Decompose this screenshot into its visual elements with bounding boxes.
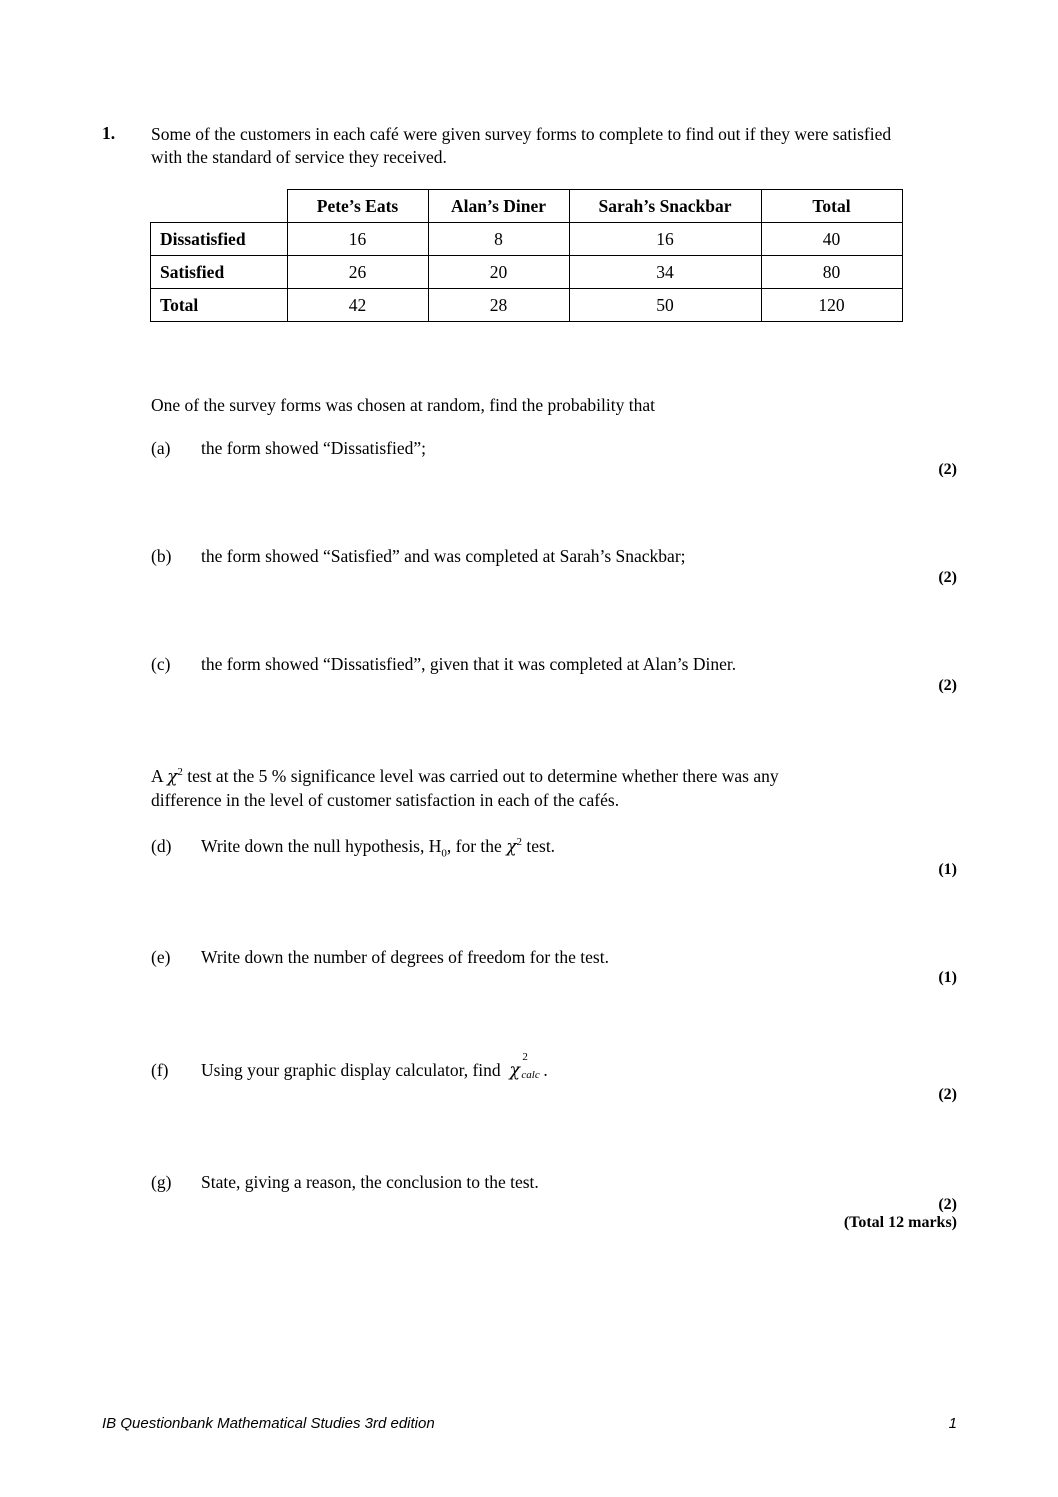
chi-symbol: χ [509, 1061, 520, 1081]
col-header-sarahs-snackbar: Sarah’s Snackbar [569, 190, 761, 223]
part-g-marks: (2) [938, 1196, 957, 1213]
chi-power: 2 [522, 1051, 528, 1063]
total-marks: (Total 12 marks) [843, 1214, 957, 1231]
part-e-text: Write down the number of degrees of freedom for the test. [201, 947, 609, 967]
probability-intro: One of the survey forms was chosen at random, find the probability that [151, 395, 655, 415]
col-header-petes-eats: Pete’s Eats [287, 190, 428, 223]
table-cell: 42 [287, 289, 428, 322]
row-header-dissatisfied: Dissatisfied [151, 223, 288, 256]
row-header-satisfied: Satisfied [151, 256, 288, 289]
part-c-label: (c) [151, 654, 171, 674]
question-intro: Some of the customers in each café were given survey forms to complete to find out if they were satisfied with the standard of service they received. [151, 124, 892, 167]
part-f-text: Using your graphic display calculator, find χ 2 calc . [201, 1051, 548, 1081]
chi-test-paragraph [151, 765, 911, 812]
part-e-marks: (1) [938, 969, 957, 986]
part-d-text-3: test. [522, 836, 556, 856]
part-a-label: (a) [151, 438, 171, 458]
part-d-text-2: , for the [446, 836, 507, 856]
part-d-text [201, 836, 556, 860]
table-header-row [151, 190, 903, 223]
chi-power: 2 [516, 836, 522, 849]
part-c-text: the form showed “Dissatisfied”, given that it was completed at Alan’s Diner. [201, 654, 737, 674]
null-hypothesis-subscript: 0 [441, 847, 447, 860]
chi-symbol: χ [167, 767, 178, 787]
table-cell: 40 [761, 223, 902, 256]
chi-calc-expression [509, 1051, 543, 1081]
part-f-marks: (2) [938, 1086, 957, 1103]
part-e-label: (e) [151, 947, 171, 967]
table-cell: 80 [761, 256, 902, 289]
table-cell: 16 [287, 223, 428, 256]
chi-symbol: χ [506, 837, 517, 857]
page-number: 1 [948, 1415, 957, 1432]
table-cell: 34 [569, 256, 761, 289]
part-g-text: State, giving a reason, the conclusion to the test. [201, 1172, 539, 1192]
part-d-text-1: Write down the null hypothesis, H [201, 836, 442, 856]
part-a-text: the form showed “Dissatisfied”; [201, 438, 427, 458]
footer-source: IB Questionbank Mathematical Studies 3rd edition [102, 1415, 435, 1432]
col-header-alans-diner: Alan’s Diner [428, 190, 569, 223]
table-corner-cell [151, 190, 288, 223]
part-a-marks: (2) [938, 461, 957, 478]
table-cell: 16 [569, 223, 761, 256]
part-g-label: (g) [151, 1172, 172, 1192]
part-f-label: (f) [151, 1060, 169, 1080]
part-b-marks: (2) [938, 569, 957, 586]
part-b-text: the form showed “Satisfied” and was completed at Sarah’s Snackbar; [201, 546, 686, 566]
table-cell: 8 [428, 223, 569, 256]
part-f-text-main: Using your graphic display calculator, find [201, 1060, 501, 1080]
table-cell: 26 [287, 256, 428, 289]
part-d-marks: (1) [938, 861, 957, 878]
chi-test-prefix: A [151, 766, 168, 786]
table-cell: 28 [428, 289, 569, 322]
table-row [151, 223, 903, 256]
table-row [151, 289, 903, 322]
part-c-marks: (2) [938, 677, 957, 694]
table-cell: 50 [569, 289, 761, 322]
part-b-label: (b) [151, 546, 172, 566]
part-d-label: (d) [151, 836, 172, 856]
row-header-total: Total [151, 289, 288, 322]
question-number: 1. [102, 123, 116, 143]
col-header-total: Total [761, 190, 902, 223]
table-row [151, 256, 903, 289]
table-cell: 120 [761, 289, 902, 322]
chi-power: 2 [177, 766, 183, 779]
table-cell: 20 [428, 256, 569, 289]
chi-test-line-1: test at the 5 % significance level was carried out to determine whether there was any [182, 766, 779, 786]
chi-calc-subscript: calc [521, 1069, 540, 1081]
survey-table [150, 189, 903, 322]
chi-test-line-2: difference in the level of customer satisfaction in each of the cafés. [151, 790, 620, 810]
